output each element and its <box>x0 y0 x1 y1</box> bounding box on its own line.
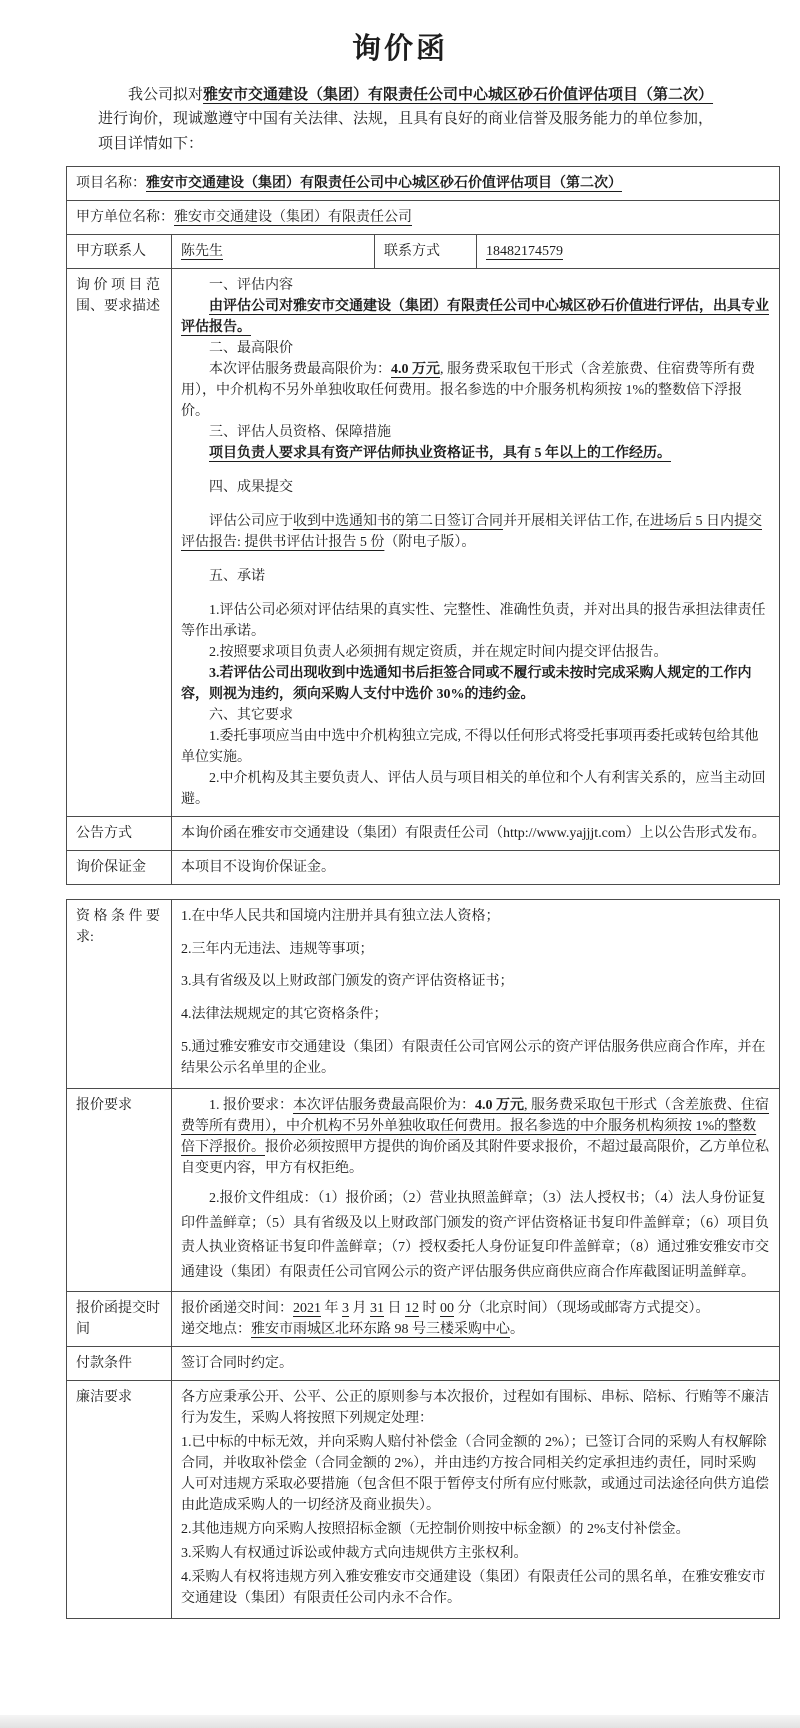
contact-row <box>67 234 780 268</box>
contact-person-value: 陈先生 <box>172 234 375 268</box>
submission-time-label: 报价函提交时 间 <box>67 1292 172 1347</box>
requirements-table <box>66 899 780 1619</box>
page-bottom-edge <box>0 1715 800 1728</box>
payment-row <box>67 1347 780 1381</box>
party-a-row <box>67 200 780 234</box>
deposit-content: 本项目不设询价保证金。 <box>172 850 780 884</box>
qualification-row <box>67 899 780 1088</box>
scope-row <box>67 268 780 816</box>
qualification-label: 资 格 条 件 要 求: <box>67 899 172 1088</box>
integrity-label: 廉洁要求 <box>67 1381 172 1619</box>
quotation-content: 1. 报价要求：本次评估服务费最高限价为：4.0 万元, 服务费采取包干形式（含差旅费、住宿费等所有费用），中介机构不另外单独收取任何费用。报名参选的中介服务机构须按 1%的整数倍下浮报价。报价必须按照甲方提供的询价函及其附件要求报价，不超过最高限价，乙方单位私自变更内容，甲方有权拒绝。 2.报价文件组成：（1）报价函；（2）营业执照盖鲜章；（3）法人授权书；（4）法人身份证复印件盖鲜章；（5）具有省级及以上财政部门颁发的资产评估资格证书复印件盖鲜章；（6）项目负责人执业资格证书复印件盖鲜章；（7）授权委托人身份证复印件盖鲜章；（8）通过雅安雅安市交通建设（集团）有限责任公司官网公示的资产评估服务供应商供应商合作库截图证明盖鲜章。 <box>172 1089 780 1292</box>
payment-terms-label: 付款条件 <box>67 1347 172 1381</box>
intro-paragraph: 我公司拟对雅安市交通建设（集团）有限责任公司中心城区砂石价值评估项目（第二次）进行询价，现诚邀遵守中国有关法律、法规，且具有良好的商业信誉及服务能力的单位参加，项目详情如下： <box>98 87 714 152</box>
project-name-cell: 项目名称：雅安市交通建设（集团）有限责任公司中心城区砂石价值评估项目（第二次） <box>67 166 780 200</box>
notice-row <box>67 816 780 850</box>
project-name-row <box>67 166 780 200</box>
integrity-content: 各方应秉承公开、公平、公正的原则参与本次报价，过程如有围标、串标、陪标、行贿等不廉洁行为发生，采购人将按照下列规定处理： 1.已中标的中标无效，并向采购人赔付补偿金（合同金额的 2%）；已签订合同的采购人有权解除合同，并收取补偿金（合同金额的 2%），并由违约方按合同相关约定承担违约责任，同时采购人可对违规方采取必要措施（包含但不限于暂停支付所有应付账款，或通过司法途径向供方追偿由此造成采购人的一切经济及商业损失）。 2.其他违规方向采购人按照招标金额（无控制价则按中标金额）的 2%支付补偿金。 3.采购人有权通过诉讼或仲裁方式向违规供方主张权利。 4.采购人有权将违规方列入雅安雅安市交通建设（集团）有限责任公司的黑名单，在雅安雅安市交通建设（集团）有限责任公司内永不合作。 <box>172 1381 780 1619</box>
contact-phone-value: 18482174579 <box>477 234 780 268</box>
deposit-row <box>67 850 780 884</box>
payment-terms-content: 签订合同时约定。 <box>172 1347 780 1381</box>
scope-label: 询 价 项 目 范 围、要求描述 <box>67 268 172 816</box>
deposit-label: 询价保证金 <box>67 850 172 884</box>
notice-method-label: 公告方式 <box>67 816 172 850</box>
quotation-label: 报价要求 <box>67 1089 172 1292</box>
submission-time-row <box>67 1292 780 1347</box>
party-a-name-cell: 甲方单位名称：雅安市交通建设（集团）有限责任公司 <box>67 200 780 234</box>
document-title: 询价函 <box>351 33 448 65</box>
integrity-row <box>67 1381 780 1619</box>
contact-person-label: 甲方联系人 <box>67 234 172 268</box>
qualification-content: 1.在中华人民共和国境内注册并具有独立法人资格； 2.三年内无违法、违规等事项； 3.具有省级及以上财政部门颁发的资产评估资格证书； 4.法律法规规定的其它资格条件； 5.通过雅安雅安市交通建设（集团）有限责任公司官网公示的资产评估服务供应商合作库，并在结果公示名单里的企业。 <box>172 899 780 1088</box>
document-page <box>0 26 800 1619</box>
notice-method-content: 本询价函在雅安市交通建设（集团）有限责任公司（http://www.yajjjt.com）上以公告形式发布。 <box>172 816 780 850</box>
scope-content: 一、评估内容 由评估公司对雅安市交通建设（集团）有限责任公司中心城区砂石价值进行评估，出具专业评估报告。 二、最高限价 本次评估服务费最高限价为：4.0 万元, 服务费采取包干形式（含差旅费、住宿费等所有费用），中介机构不另外单独收取任何费用。报名参选的中介服务机构须按 1%的整数倍下浮报价。 三、评估人员资格、保障措施 项目负责人要求具有资产评估师执业资格证书，具有 5 年以上的工作经历。 四、成果提交 评估公司应于收到中选通知书的第二日签订合同并开展相关评估工作, 在进场后 5 日内提交评估报告: 提供书评估计报告 5 份（附电子版）。 五、承诺 1.评估公司必须对评估结果的真实性、完整性、准确性负责，并对出具的报告承担法律责任等作出承诺。 2.按照要求项目负责人必须拥有规定资质，并在规定时间内提交评估报告。 3.若评估公司出现收到中选通知书后拒签合同或不履行或未按时完成采购人规定的工作内容，则视为违约，须向采购人支付中选价 30%的违约金。 六、其它要求 1.委托事项应当由中选中介机构独立完成, 不得以任何形式将受托事项再委托或转包给其他单位实施。 2.中介机构及其主要负责人、评估人员与项目相关的单位和个人有利害关系的，应当主动回避。 <box>172 268 780 816</box>
quotation-row <box>67 1089 780 1292</box>
project-info-table <box>66 166 780 885</box>
contact-method-label: 联系方式 <box>375 234 477 268</box>
submission-time-content: 报价函递交时间：2021 年 3 月 31 日 12 时 00 分（北京时间）（现场或邮寄方式提交）。 递交地点：雅安市雨城区北环东路 98 号三楼采购中心。 <box>172 1292 780 1347</box>
